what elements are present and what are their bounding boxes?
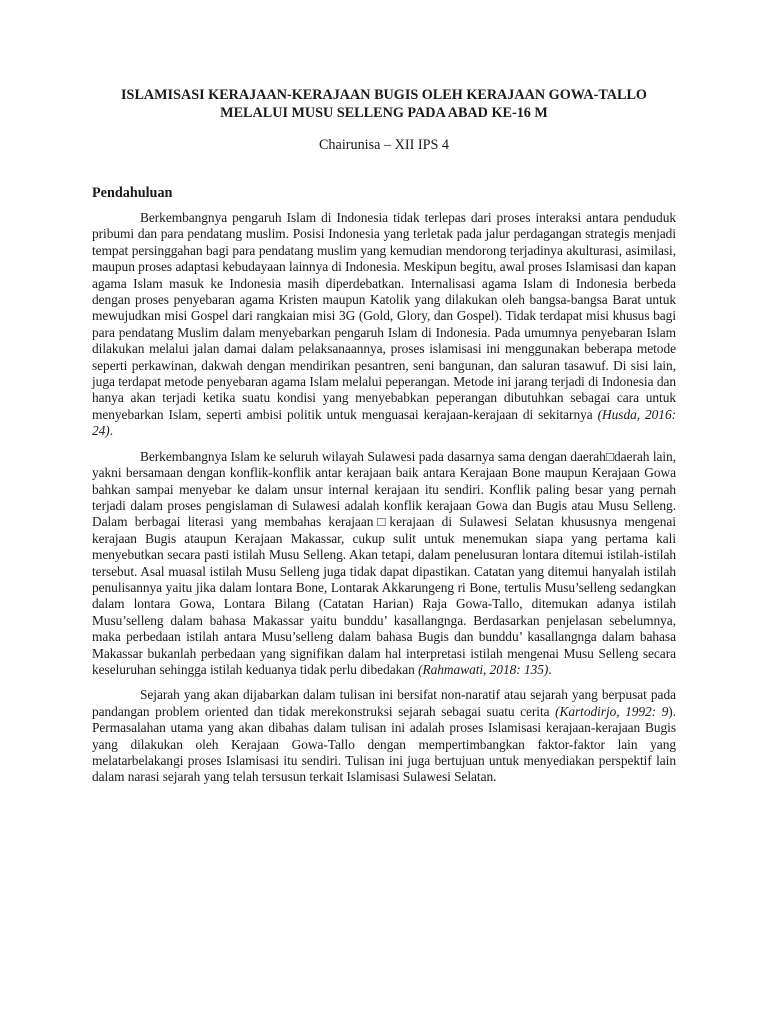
title-line-1: ISLAMISASI KERAJAAN-KERAJAAN BUGIS OLEH KERAJAAN GOWA-TALLO <box>121 87 647 103</box>
document-title <box>92 86 676 122</box>
title-line-2: MELALUI MUSU SELLENG PADA ABAD KE-16 M <box>220 105 548 121</box>
paragraph-tail: . <box>548 661 552 677</box>
section-heading: Pendahuluan <box>92 185 173 201</box>
citation: (Husda, 2016: 24) <box>92 406 677 439</box>
paragraph-2 <box>92 449 676 679</box>
citation: (Rahmawati, 2018: 135) <box>418 661 549 677</box>
paragraph-text: Berkembangnya pengaruh Islam di Indonesia tidak terlepas dari proses interaksi antara penduduk pribumi dan para pendatang muslim. Posisi Indonesia yang terletak pada jalur perdagangan strategis menjadi tempat persinggahan bagi para pendatang muslim yang kemudian mendorong terjadinya akulturasi, asimilasi, maupun proses adaptasi kebudayaan lainnya di Indonesia. Meskipun begitu, awal proses Islamisasi dan kapan agama Islam masuk ke Indonesia masih diperdebatkan. Internalisasi agama Islam di Indonesia berbeda dengan proses penyebaran agama Kristen maupun Katolik yang dilakukan oleh bangsa-bangsa Barat untuk mewujudkan misi Gospel dari rangkaian misi 3G (Gold, Glory, dan Gospel). Tidak terdapat misi khusus bagi para pendatang Muslim dalam menyebarkan pengaruh Islam di Indonesia. Pada umumnya penyebaran Islam dilakukan melalui jalan damai dalam pelaksanaannya, proses islamisasi ini menggunakan beberapa metode seperti perkawinan, dakwah dengan mendirikan pesantren, seni bangunan, dan saluran tasawuf. Di sisi lain, juga terdapat metode penyebaran agama Islam melalui peperangan. Metode ini jarang terjadi di Indonesia dan hanya akan terjadi ketika suatu kondisi yang menyebabkan peperangan dibutuhkan sebagai cara untuk menyebarkan Islam, seperti ambisi politik untuk menguasai kerajaan-kerajaan di sekitarnya <box>92 210 676 422</box>
document-page <box>92 86 676 795</box>
paragraph-1 <box>92 210 676 440</box>
author-line: Chairunisa – XII IPS 4 <box>318 137 450 153</box>
paragraph-tail: ). Permasalahan utama yang akan dibahas dalam tulisan ini adalah proses Islamisasi kerajaan-kerajaan Bugis yang dilakukan oleh Kerajaan Gowa-Tallo dengan mempertimbangkan faktor-faktor lain yang melatarbelakangi proses Islamisasi itu sendiri. Tulisan ini juga bertujuan untuk menyediakan perspektif lain dalam narasi sejarah yang telah tersusun terkait Islamisasi Sulawesi Selatan. <box>92 703 676 785</box>
citation: (Kartodirjo, 1992: 9 <box>555 703 669 719</box>
paragraph-text: Berkembangnya Islam ke seluruh wilayah Sulawesi pada dasarnya sama dengan daerah□daerah lain, yakni bersamaan dengan konflik-konflik antar kerajaan baik antara Kerajaan Bone maupun Kerajaan Gowa bahkan sampai menyebar ke dalam unsur internal kerajaan itu sendiri. Konflik paling besar yang pernah terjadi dalam proses pengislaman di Sulawesi adalah konflik kerajaan Gowa dan Bugis atau Musu Selleng. Dalam berbagai literasi yang membahas kerajaan□kerajaan di Sulawesi Selatan khususnya mengenai kerajaan Bugis ataupun Kerajaan Makassar, cukup sulit untuk menemukan siapa yang pertama kali menyebutkan secara pasti istilah Musu Selleng. Akan tetapi, dalam penelusuran lontara ditemui istilah-istilah tersebut. Asal muasal istilah Musu Selleng juga tidak dapat dipastikan. Catatan yang ditemui hanyalah istilah penulisannya yaitu jika dalam lontara Bone, Lontarak Akkarungeng ri Bone, tertulis Musu’selleng sedangkan dalam lontara Gowa, Lontara Bilang (Catatan Harian) Raja Gowa-Tallo, ditemukan adanya istilah Musu’selleng dalam bahasa Makassar yaitu bunddu’ kasallangnga. Berdasarkan penjelasan sebelumnya, maka perbedaan istilah antara Musu’selleng dalam bahasa Bugis dan bunddu’ kasallangnga dalam bahasa Makassar bukanlah perbedaan yang signifikan dalam hal interpretasi istilah mengenai Musu Selleng secara keseluruhan sehingga istilah keduanya tidak perlu dibedakan <box>92 448 676 677</box>
paragraph-tail: . <box>109 423 114 439</box>
paragraph-text: Sejarah yang akan dijabarkan dalam tulisan ini bersifat non-naratif atau sejarah yang berpusat pada pandangan problem oriented dan tidak merekonstruksi sejarah sebagai suatu cerita <box>92 687 676 719</box>
paragraph-3 <box>92 687 676 785</box>
